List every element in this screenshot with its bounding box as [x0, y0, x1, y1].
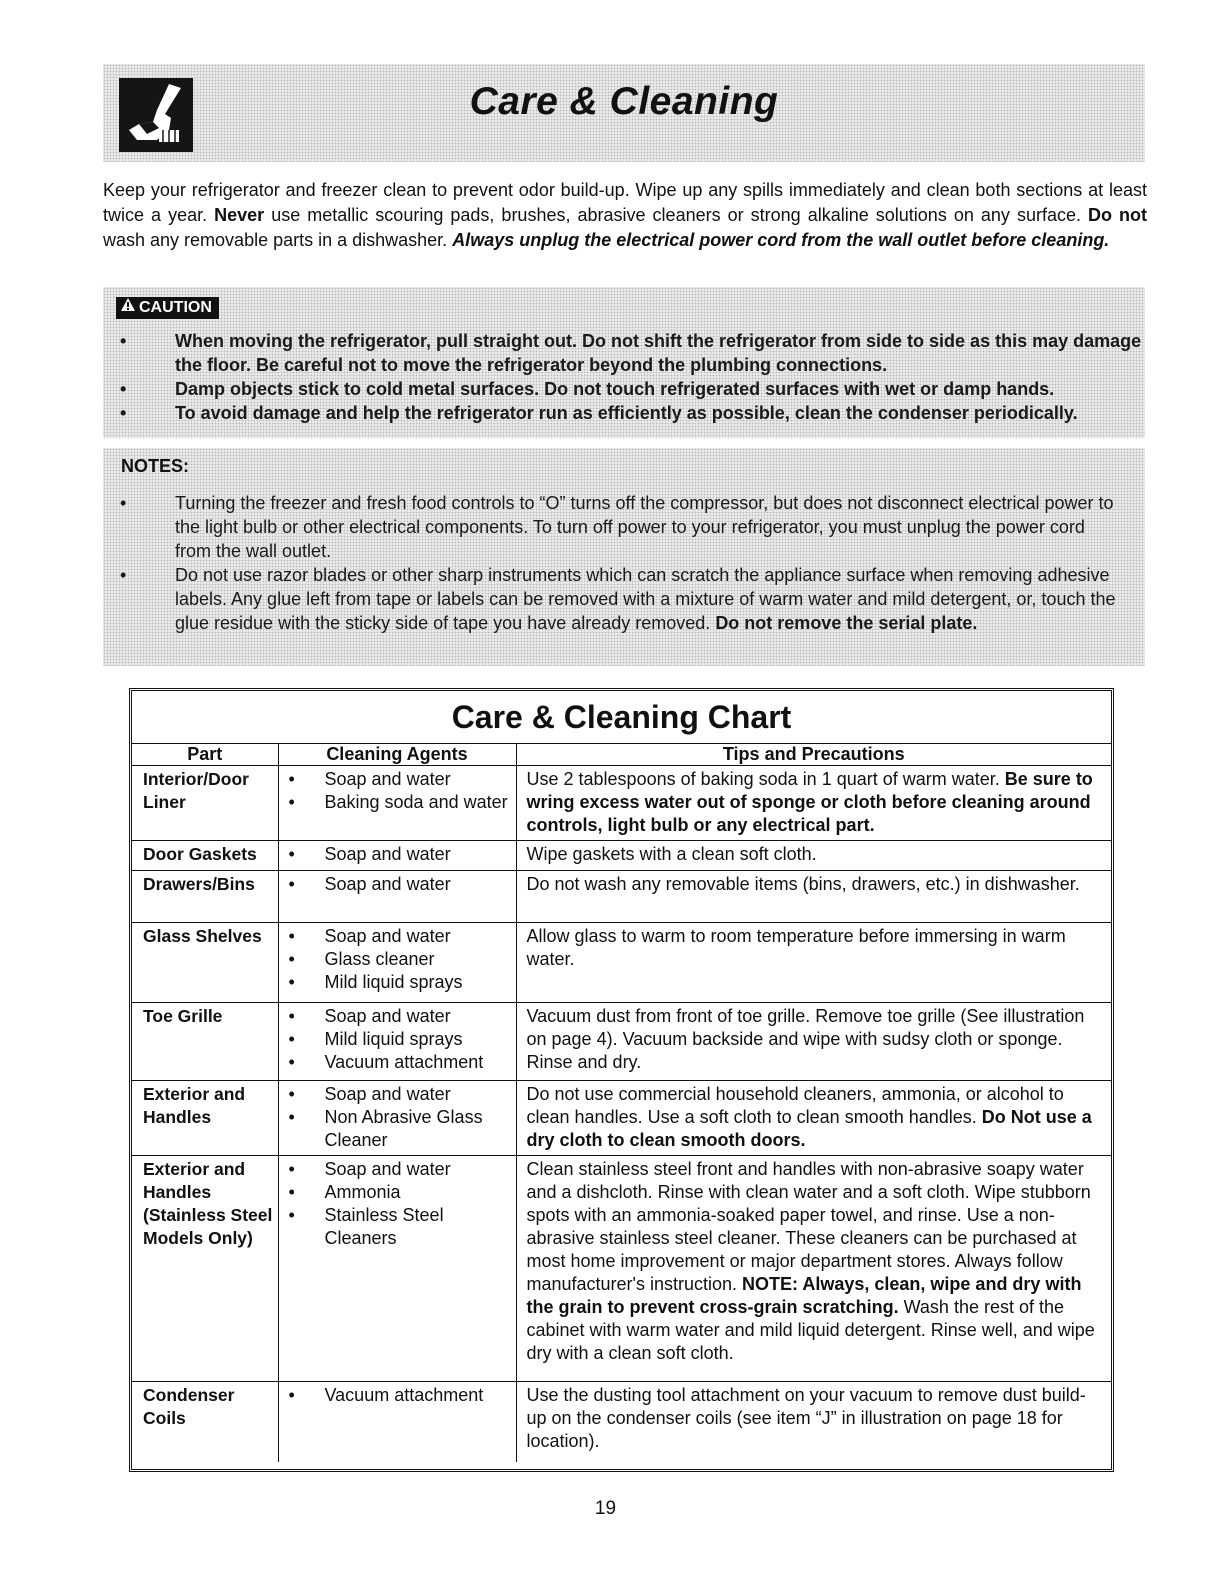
cleaning-agent-item: • Soap and water	[279, 925, 516, 948]
part-cell: Interior/Door Liner	[132, 766, 278, 841]
cleaning-agent-item: • Soap and water	[279, 1083, 516, 1106]
intro-do-not: Do not	[1088, 205, 1148, 225]
table-header-row	[132, 744, 1111, 766]
intro-unplug-warning: Always unplug the electrical power cord from the wall outlet before cleaning.	[452, 230, 1110, 250]
tips-text: Clean stainless steel front and handles with non-abrasive soapy water and a dishcloth. Rinse with clean water and a soft cloth. Wipe stubborn spots with an ammonia-soaked paper towel, and rinse. Use a non-abrasive stainless steel cleaner. These cleaners can be purchased at most home improvement or major department stores. Always follow manufacturer's instruction.	[526, 1159, 1091, 1294]
care-cleaning-chart	[129, 688, 1114, 1472]
warning-triangle-icon	[120, 297, 136, 319]
table-row	[132, 871, 1111, 923]
tips-text: Allow glass to warm to room temperature before immersing in warm water.	[526, 926, 1066, 969]
cleaning-agent-item: • Vacuum attachment	[279, 1384, 516, 1407]
cleaning-agent-item: • Glass cleaner	[279, 948, 516, 971]
agents-cell	[278, 1081, 516, 1156]
cleaning-agent-item: • Mild liquid sprays	[279, 971, 516, 994]
tips-bold-text: Do Not use a dry cloth to clean smooth doors.	[526, 1107, 1092, 1150]
table-row	[132, 923, 1111, 1003]
tips-cell	[516, 1003, 1111, 1081]
cleaning-agent-item: • Soap and water	[279, 843, 516, 866]
agents-cell	[278, 1003, 516, 1081]
tips-cell	[516, 1156, 1111, 1382]
tips-cell	[516, 1081, 1111, 1156]
caution-item: • To avoid damage and help the refrigerator run as efficiently as possible, clean the condenser periodically.	[120, 403, 1078, 423]
table-row	[132, 1003, 1111, 1081]
note-item: • Turning the freezer and fresh food controls to “O” turns off the compressor, but does not disconnect electrical power to the light bulb or other electrical components. To turn off power to your refrigerator, you must unplug the power cord from the wall outlet.	[120, 493, 1114, 561]
header-banner	[103, 64, 1145, 162]
part-cell: Condenser Coils	[132, 1382, 278, 1462]
tips-bold-text: Be sure to wring excess water out of sponge or cloth before cleaning around controls, light bulb or any electrical part.	[526, 769, 1093, 835]
table-row	[132, 1156, 1111, 1382]
table-row	[132, 766, 1111, 841]
cleaning-agent-item: • Soap and water	[279, 873, 516, 896]
caution-box	[103, 287, 1145, 438]
tips-text: Use 2 tablespoons of baking soda in 1 quart of warm water.	[526, 769, 1005, 789]
cleaning-agent-item: • Vacuum attachment	[279, 1051, 516, 1074]
tips-text-after: Wash the rest of the cabinet with warm water and mild liquid detergent. Rinse well, and wipe dry with a clean soft cloth.	[526, 1297, 1095, 1363]
tips-text: Wipe gaskets with a clean soft cloth.	[526, 844, 817, 864]
intro-paragraph	[103, 178, 1147, 253]
cleaning-agent-item: • Soap and water	[279, 1158, 516, 1181]
caution-item: • Damp objects stick to cold metal surfaces. Do not touch refrigerated surfaces with wet or damp hands.	[120, 379, 1055, 399]
caution-label	[116, 297, 219, 319]
part-cell: Door Gaskets	[132, 841, 278, 871]
part-cell: Exterior and Handles	[132, 1081, 278, 1156]
agents-cell	[278, 923, 516, 1003]
note-serial-plate-warning: Do not remove the serial plate.	[715, 613, 978, 633]
part-cell: Glass Shelves	[132, 923, 278, 1003]
intro-text-3: wash any removable parts in a dishwasher.	[103, 230, 453, 250]
agents-cell	[278, 1156, 516, 1382]
cleaning-table	[132, 743, 1111, 1462]
cleaning-agent-item: • Soap and water	[279, 768, 516, 791]
agents-cell	[278, 766, 516, 841]
tips-text: Do not wash any removable items (bins, drawers, etc.) in dishwasher.	[526, 874, 1080, 894]
column-header-part: Part	[132, 744, 278, 766]
agents-cell	[278, 871, 516, 923]
tips-text: Use the dusting tool attachment on your vacuum to remove dust build-up on the condenser coils (see item “J” in illustration on page 18 for location).	[526, 1385, 1086, 1451]
intro-text-2: use metallic scouring pads, brushes, abrasive cleaners or strong alkaline solutions on any surface.	[264, 205, 1088, 225]
caution-label-text: CAUTION	[139, 299, 212, 316]
agents-cell	[278, 841, 516, 871]
caution-list	[103, 329, 1143, 425]
cleaning-agent-item: • Non Abrasive Glass Cleaner	[279, 1106, 516, 1152]
column-header-agents: Cleaning Agents	[278, 744, 516, 766]
tips-text: Vacuum dust from front of toe grille. Remove toe grille (See illustration on page 4). Vacuum backside and wipe with sudsy cloth or sponge. Rinse and dry.	[526, 1006, 1085, 1072]
tips-cell	[516, 841, 1111, 871]
tips-cell	[516, 923, 1111, 1003]
part-cell: Drawers/Bins	[132, 871, 278, 923]
table-row	[132, 841, 1111, 871]
part-cell: Exterior and Handles (Stainless Steel Models Only)	[132, 1156, 278, 1382]
intro-never: Never	[214, 205, 265, 225]
page-number: 19	[594, 1498, 617, 1519]
note-item: • Do not use razor blades or other sharp instruments which can scratch the appliance surface when removing adhesive labels. Any glue left from tape or labels can be removed with a mixture of warm water and mild detergent, or, touch the glue residue with the sticky side of tape you have already removed. Do not remove the serial plate.	[120, 565, 1116, 633]
cleaning-agent-item: • Baking soda and water	[279, 791, 516, 814]
notes-box	[103, 448, 1145, 666]
notes-label: NOTES:	[121, 456, 190, 476]
table-row	[132, 1081, 1111, 1156]
page-title: Care & Cleaning	[469, 80, 779, 123]
tips-cell	[516, 1382, 1111, 1462]
tips-cell	[516, 871, 1111, 923]
cleaning-agent-item: • Stainless Steel Cleaners	[279, 1204, 516, 1250]
agents-cell	[278, 1382, 516, 1462]
tips-text: Do not use commercial household cleaners, ammonia, or alcohol to clean handles. Use a soft cloth to clean smooth handles.	[526, 1084, 1064, 1127]
column-header-tips: Tips and Precautions	[516, 744, 1111, 766]
intro-text-1: Keep your refrigerator and freezer clean to prevent odor build-up. Wipe up any spills immediately and clean both sections at least twice a year.	[103, 180, 1147, 225]
part-cell: Toe Grille	[132, 1003, 278, 1081]
caution-item: • When moving the refrigerator, pull straight out. Do not shift the refrigerator from side to side as this may damage the floor. Be careful not to move the refrigerator beyond the plumbing connections.	[120, 331, 1142, 375]
cleaning-agent-item: • Mild liquid sprays	[279, 1028, 516, 1051]
cleaning-agent-item: • Ammonia	[279, 1181, 516, 1204]
cleaning-agent-item: • Soap and water	[279, 1005, 516, 1028]
tips-cell	[516, 766, 1111, 841]
chart-title: Care & Cleaning Chart	[451, 699, 792, 735]
tips-bold-text: NOTE: Always, clean, wipe and dry with the grain to prevent cross-grain scratching.	[526, 1274, 1082, 1317]
notes-list	[103, 491, 1123, 635]
table-row	[132, 1382, 1111, 1462]
